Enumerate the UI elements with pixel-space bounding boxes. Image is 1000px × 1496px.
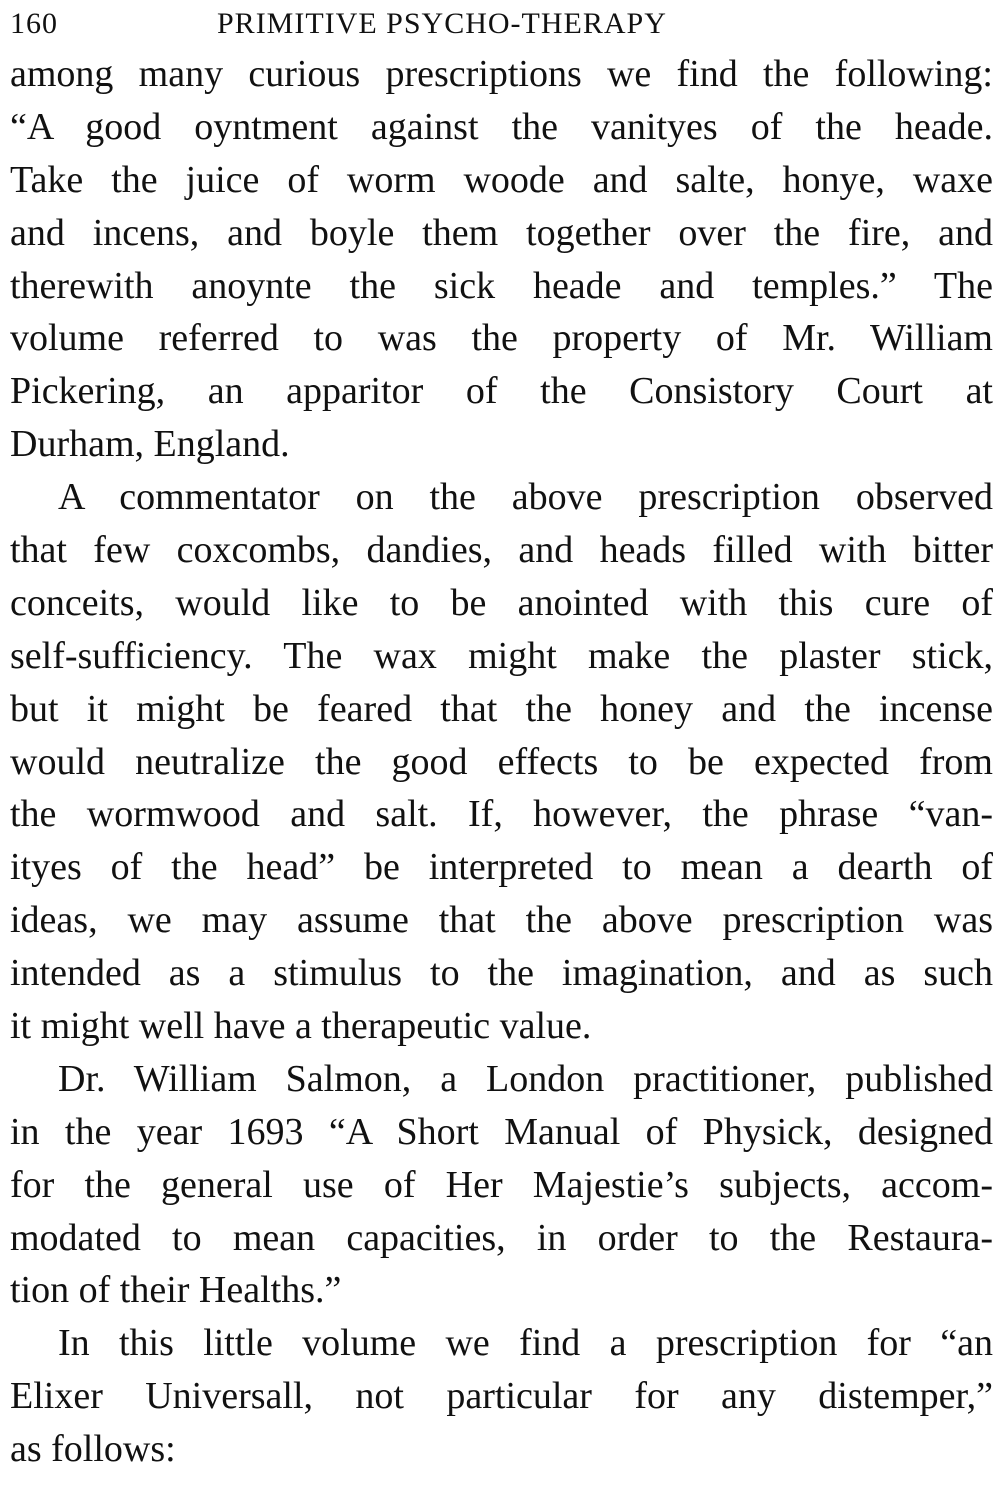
text-line: modated to mean capacities, in order to the Restaura- (10, 1216, 993, 1259)
text-line: ityes of the head” be interpreted to mean a dearth of (10, 846, 993, 889)
text-line: intended as a stimulus to the imagination, and as such (10, 952, 993, 995)
text-line: In this little volume we find a prescription for “an (58, 1322, 993, 1365)
text-line: ideas, we may assume that the above prescription was (10, 899, 993, 942)
text-line: self-sufficiency. The wax might make the plaster stick, (10, 634, 993, 677)
text-line: that few coxcombs, dandies, and heads filled with bitter (10, 529, 993, 572)
text-line: in the year 1693 “A Short Manual of Physick, designed (10, 1110, 993, 1153)
page-number: 160 (10, 7, 58, 40)
text-line: it might well have a therapeutic value. (10, 1005, 592, 1048)
paragraph (10, 48, 993, 471)
paragraph (10, 471, 993, 1053)
text-line: Durham, England. (10, 423, 290, 466)
text-line: for the general use of Her Majestie’s subjects, accom- (10, 1163, 993, 1206)
text-line: Dr. William Salmon, a London practitioner, published (58, 1057, 993, 1100)
text-line: conceits, would like to be anointed with this cure of (10, 581, 993, 624)
text-line: Elixer Universall, not particular for any distemper,” (10, 1375, 993, 1418)
body-text (10, 48, 993, 1476)
text-line: as follows: (10, 1428, 176, 1471)
running-title: PRIMITIVE PSYCHO-THERAPY (217, 7, 667, 40)
paragraph (10, 1317, 993, 1476)
text-line: tion of their Healths.” (10, 1269, 342, 1312)
text-line: and incens, and boyle them together over the fire, and (10, 211, 993, 254)
text-line: “A good oyntment against the vanityes of the heade. (10, 105, 993, 148)
paragraph (10, 1053, 993, 1317)
text-line: therewith anoynte the sick heade and temples.” The (10, 264, 993, 307)
running-head (10, 0, 993, 48)
text-line: volume referred to was the property of Mr. William (10, 317, 993, 360)
text-line: would neutralize the good effects to be expected from (10, 740, 993, 783)
text-line: the wormwood and salt. If, however, the phrase “van- (10, 793, 993, 836)
text-line: Pickering, an apparitor of the Consistory Court at (10, 370, 993, 413)
text-line: but it might be feared that the honey and the incense (10, 687, 993, 730)
book-page (10, 0, 993, 1476)
text-line: among many curious prescriptions we find the following: (10, 53, 993, 95)
text-line: Take the juice of worm woode and salte, honye, waxe (10, 158, 993, 201)
text-line: A commentator on the above prescription observed (58, 476, 993, 519)
